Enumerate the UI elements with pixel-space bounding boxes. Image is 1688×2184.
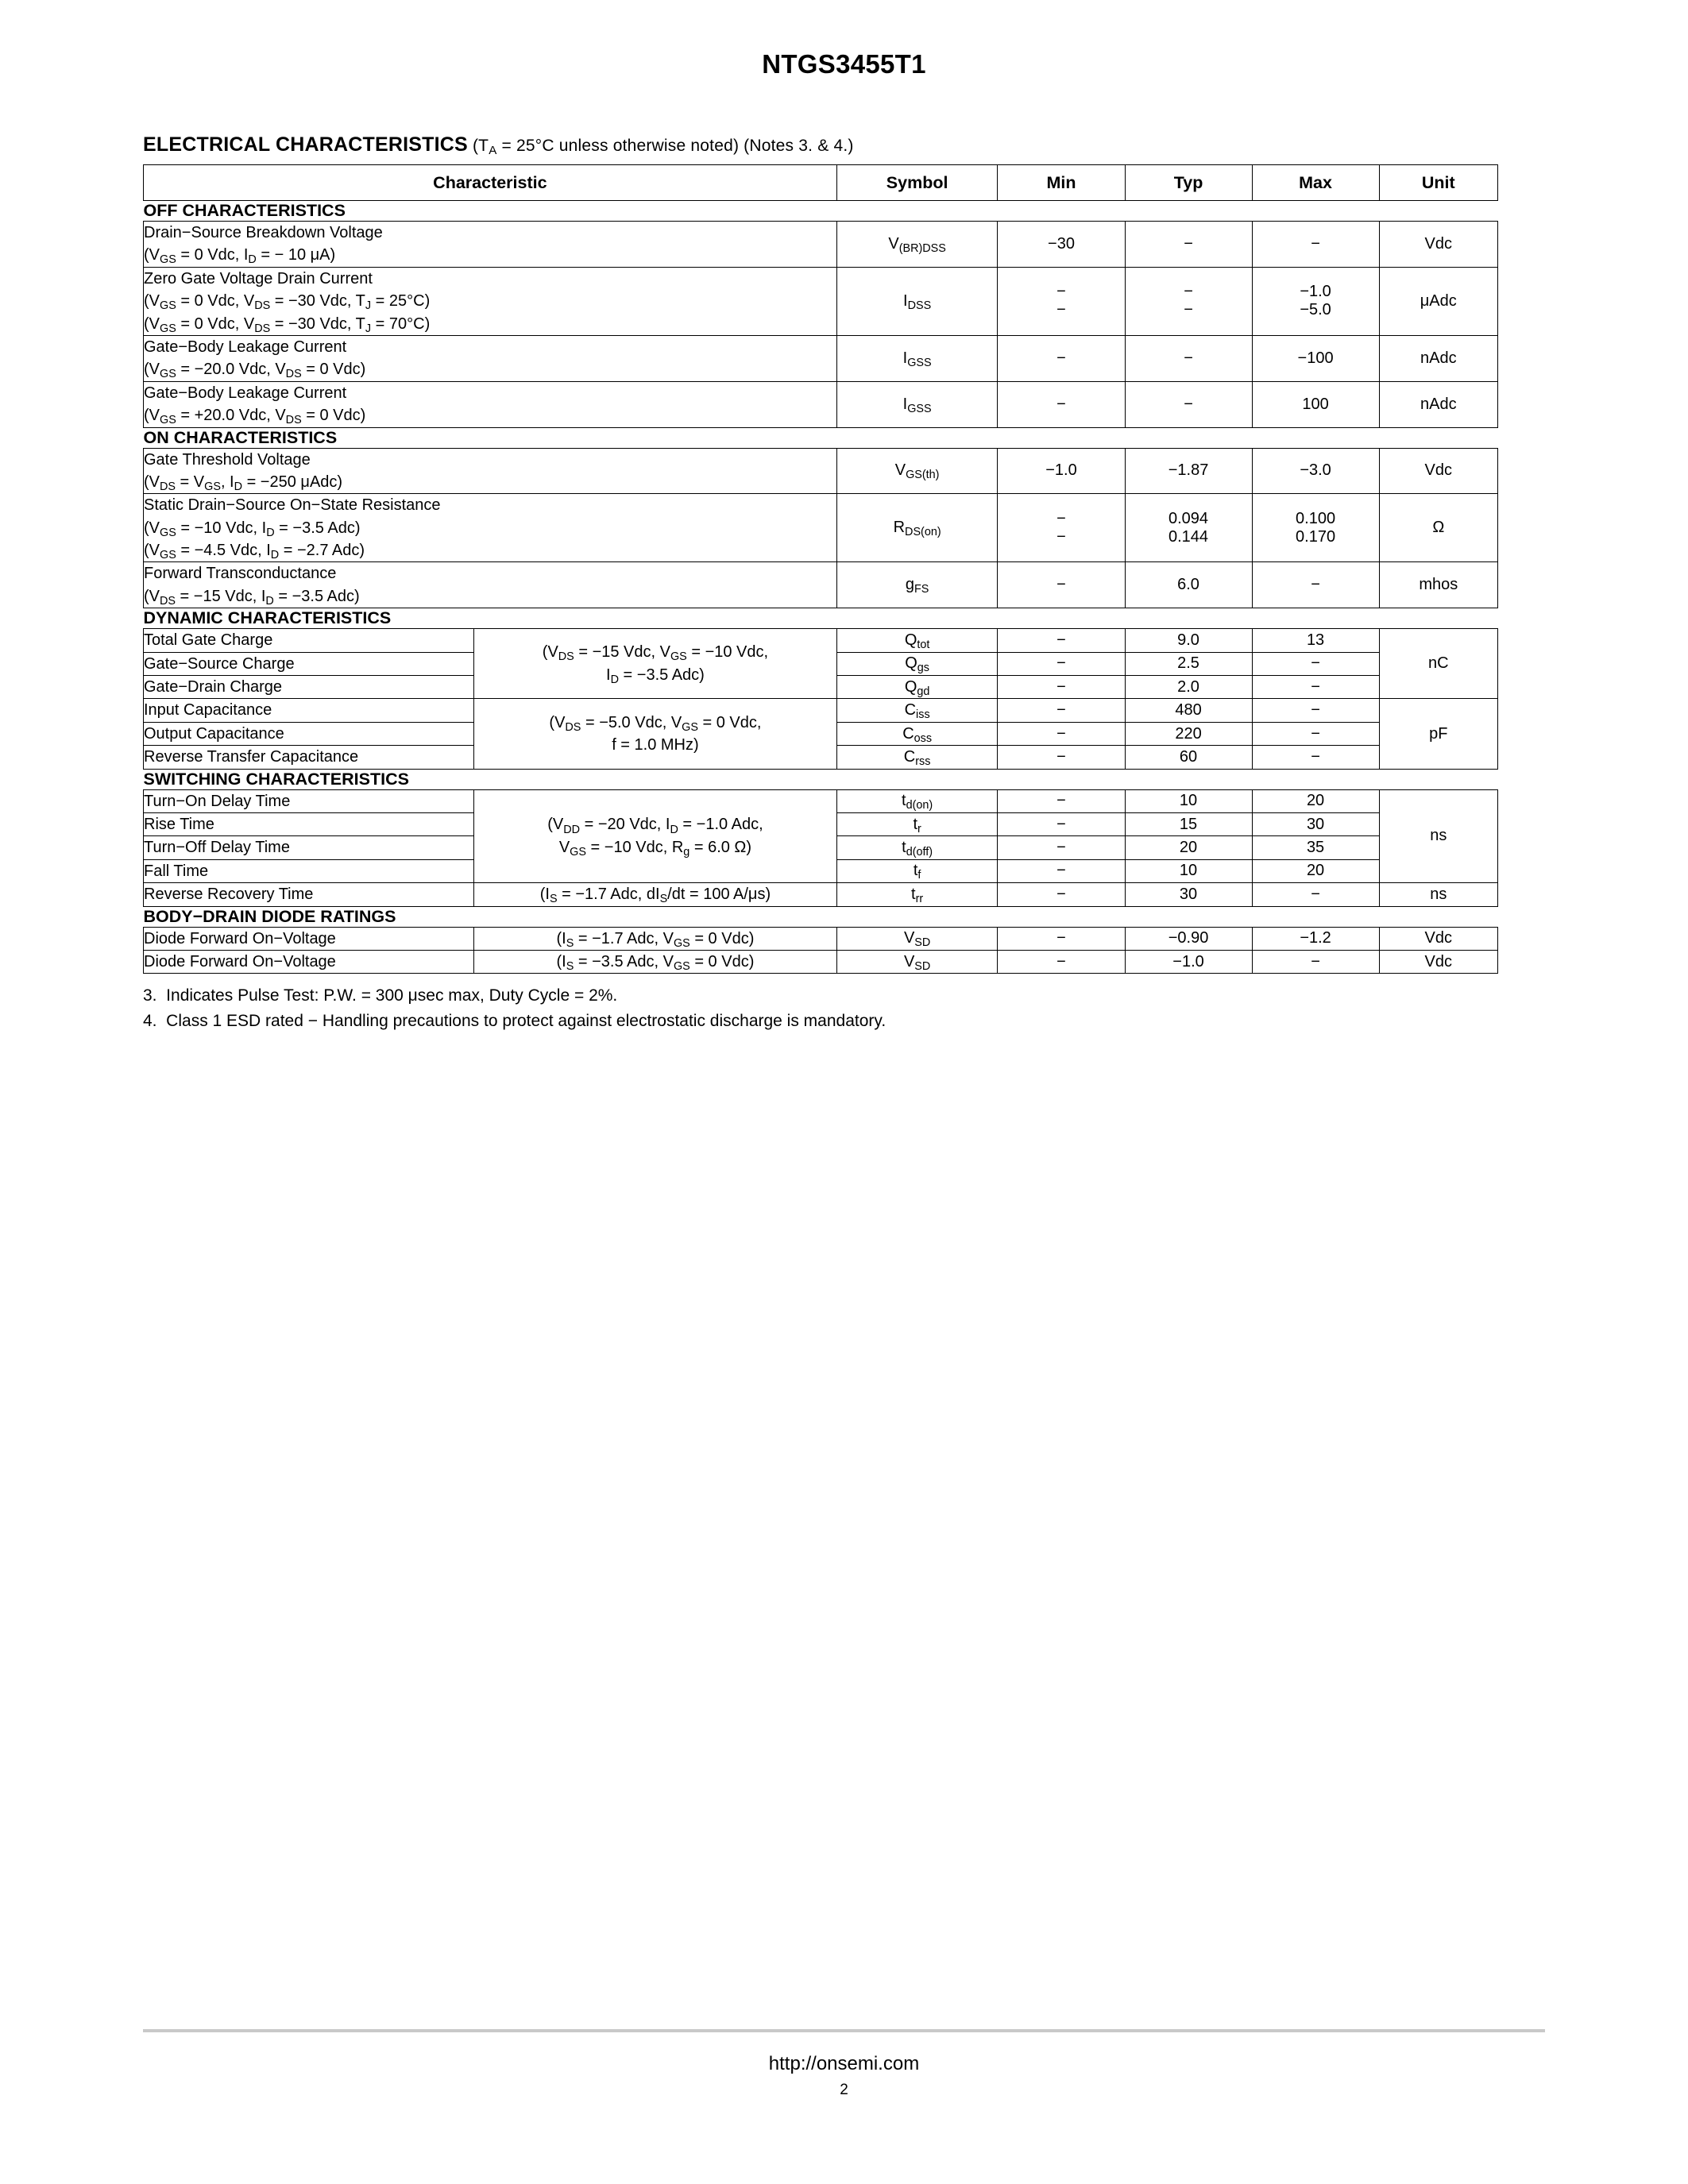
row-symbol: $Q_{gs}$ — [836, 652, 998, 675]
row-conditions: ($I_S = -3.5$ Adc, $V_{GS} = 0$ Vdc) — [474, 950, 837, 973]
row-typ: 6.0 — [1125, 562, 1252, 608]
page-number: 2 — [840, 2082, 848, 2098]
row-characteristic: Output Capacitance — [144, 722, 474, 745]
row-conditions: ($I_S = -1.7$ Adc, $dI_S/dt = 100$ A/μs) — [474, 883, 837, 906]
row-characteristic: Forward Transconductance ($V_{DS} = -15$ Vdc, $I_D = -3.5$ Adc) — [144, 562, 837, 608]
table-row — [144, 381, 1498, 427]
footnote-3: 3. Indicates Pulse Test: P.W. = 300 μsec max, Duty Cycle = 2%. — [143, 986, 618, 1005]
row-symbol: $t_f$ — [836, 859, 998, 882]
row-conditions: ($V_{DD} = -20$ Vdc, $I_D = -1.0$ Adc, $V_{GS} = -10$ Vdc, $R_g = 6.0$ Ω) — [474, 789, 837, 883]
row-min: − — [998, 812, 1125, 835]
row-min: − — [998, 859, 1125, 882]
row-conditions: ($I_S = -1.7$ Adc, $V_{GS} = 0$ Vdc) — [474, 927, 837, 950]
row-min: − — [998, 335, 1125, 381]
row-typ: 480 — [1125, 699, 1252, 722]
row-unit: nC — [1379, 629, 1497, 699]
table-row — [144, 927, 1498, 950]
row-characteristic: Turn−Off Delay Time — [144, 836, 474, 859]
row-max: −100 — [1252, 335, 1379, 381]
row-min: − — [998, 746, 1125, 769]
row-unit: μAdc — [1379, 267, 1497, 335]
section-conditions: ($T_A = 25^\circ C$ unless otherwise noted) (Notes 3. & 4.) — [467, 137, 854, 158]
row-typ: 10 — [1125, 789, 1252, 812]
row-typ: 20 — [1125, 836, 1252, 859]
row-typ: 10 — [1125, 859, 1252, 882]
row-max: 0.100 0.170 — [1252, 494, 1379, 562]
row-characteristic: Turn−On Delay Time — [144, 789, 474, 812]
row-symbol: $I_{DSS}$ — [836, 267, 998, 335]
row-min: − — [998, 629, 1125, 652]
row-typ: − — [1125, 222, 1252, 268]
row-characteristic: Input Capacitance — [144, 699, 474, 722]
row-characteristic: Fall Time — [144, 859, 474, 882]
row-symbol: $g_{FS}$ — [836, 562, 998, 608]
row-typ: −0.90 — [1125, 927, 1252, 950]
group-header-row — [144, 201, 1498, 222]
table-row — [144, 699, 1498, 722]
row-max: 13 — [1252, 629, 1379, 652]
electrical-characteristics-table — [143, 164, 1498, 974]
row-unit: Ω — [1379, 494, 1497, 562]
row-min: − − — [998, 494, 1125, 562]
row-symbol: $t_{rr}$ — [836, 883, 998, 906]
row-unit: Vdc — [1379, 222, 1497, 268]
row-characteristic: Reverse Transfer Capacitance — [144, 746, 474, 769]
row-max: − — [1252, 222, 1379, 268]
row-min: − — [998, 789, 1125, 812]
row-symbol: $t_{d(off)}$ — [836, 836, 998, 859]
row-symbol: $I_{GSS}$ — [836, 335, 998, 381]
row-min: − — [998, 381, 1125, 427]
group-header-row — [144, 769, 1498, 789]
row-typ: 9.0 — [1125, 629, 1252, 652]
row-typ: − — [1125, 335, 1252, 381]
row-typ: 2.5 — [1125, 652, 1252, 675]
row-characteristic: Gate−Drain Charge — [144, 676, 474, 699]
row-min: − — [998, 722, 1125, 745]
group-title-dynamic: DYNAMIC CHARACTERISTICS — [143, 608, 392, 628]
column-header-symbol: Symbol — [836, 165, 998, 201]
row-characteristic: Static Drain−Source On−State Resistance ($V_{GS} = -10$ Vdc, $I_D = -3.5$ Adc) ($V_{GS} = -4.5$ Vdc, $I_D = -2.7$ Adc) — [144, 494, 837, 562]
row-characteristic: Zero Gate Voltage Drain Current ($V_{GS} = 0$ Vdc, $V_{DS} = -30$ Vdc, $T_J = 25^\circ C$) ($V_{GS} = 0$ Vdc, $V_{DS} = -30$ Vdc, $T_J = 70^\circ C$) — [144, 267, 837, 335]
row-unit: Vdc — [1379, 448, 1497, 494]
row-conditions: ($V_{DS} = -5.0$ Vdc, $V_{GS} = 0$ Vdc, f = 1.0 MHz) — [474, 699, 837, 769]
row-symbol: $R_{DS(on)}$ — [836, 494, 998, 562]
row-symbol: $Q_{tot}$ — [836, 629, 998, 652]
column-header-unit: Unit — [1379, 165, 1497, 201]
table-row — [144, 629, 1498, 652]
page-title: NTGS3455T1 — [762, 49, 926, 79]
row-max: − — [1252, 950, 1379, 973]
table-row — [144, 494, 1498, 562]
row-min: − — [998, 676, 1125, 699]
row-min: − — [998, 699, 1125, 722]
row-symbol: $C_{oss}$ — [836, 722, 998, 745]
group-title-switching: SWITCHING CHARACTERISTICS — [143, 769, 409, 789]
row-unit: nAdc — [1379, 381, 1497, 427]
row-symbol: $V_{GS(th)}$ — [836, 448, 998, 494]
row-symbol: $I_{GSS}$ — [836, 381, 998, 427]
row-symbol: $t_{d(on)}$ — [836, 789, 998, 812]
row-unit: Vdc — [1379, 950, 1497, 973]
row-max: − — [1252, 676, 1379, 699]
row-characteristic: Gate−Source Charge — [144, 652, 474, 675]
table-row — [144, 950, 1498, 973]
group-title-off: OFF CHARACTERISTICS — [143, 201, 346, 220]
table-row — [144, 789, 1498, 812]
row-characteristic: Reverse Recovery Time — [144, 883, 474, 906]
row-characteristic: Gate−Body Leakage Current ($V_{GS} = -20.0$ Vdc, $V_{DS} = 0$ Vdc) — [144, 335, 837, 381]
section-heading-text: ELECTRICAL CHARACTERISTICS — [143, 133, 468, 156]
row-symbol: $C_{rss}$ — [836, 746, 998, 769]
row-unit: Vdc — [1379, 927, 1497, 950]
table-row — [144, 883, 1498, 906]
group-header-row — [144, 608, 1498, 629]
row-symbol: $Q_{gd}$ — [836, 676, 998, 699]
row-max: −1.2 — [1252, 927, 1379, 950]
row-max: − — [1252, 562, 1379, 608]
row-characteristic: Drain−Source Breakdown Voltage ($V_{GS} = 0$ Vdc, $I_D$ = − 10 μA) — [144, 222, 837, 268]
row-min: − — [998, 883, 1125, 906]
row-characteristic: Rise Time — [144, 812, 474, 835]
table-row — [144, 448, 1498, 494]
footer-divider — [143, 2029, 1545, 2032]
footnote-4: 4. Class 1 ESD rated − Handling precautions to protect against electrostatic discharge is mandatory. — [143, 1011, 886, 1030]
row-max: −3.0 — [1252, 448, 1379, 494]
row-characteristic: Gate Threshold Voltage ($V_{DS} = V_{GS}$, $I_D = -250$ μAdc) — [144, 448, 837, 494]
row-max: 30 — [1252, 812, 1379, 835]
row-unit: mhos — [1379, 562, 1497, 608]
footnotes — [143, 983, 1545, 1033]
row-symbol: $t_r$ — [836, 812, 998, 835]
row-min: − — [998, 836, 1125, 859]
table-row — [144, 335, 1498, 381]
footer-url[interactable]: http://onsemi.com — [768, 2053, 920, 2074]
row-typ: 220 — [1125, 722, 1252, 745]
row-characteristic: Diode Forward On−Voltage — [144, 927, 474, 950]
group-header-row — [144, 427, 1498, 448]
row-max: − — [1252, 722, 1379, 745]
row-conditions: ($V_{DS} = -15$ Vdc, $V_{GS} = -10$ Vdc, $I_D = -3.5$ Adc) — [474, 629, 837, 699]
group-title-on: ON CHARACTERISTICS — [143, 427, 338, 447]
row-max: 20 — [1252, 789, 1379, 812]
row-typ: 30 — [1125, 883, 1252, 906]
row-typ: −1.0 — [1125, 950, 1252, 973]
row-characteristic: Gate−Body Leakage Current ($V_{GS} = +20.0$ Vdc, $V_{DS} = 0$ Vdc) — [144, 381, 837, 427]
row-max: −1.0 −5.0 — [1252, 267, 1379, 335]
row-max: − — [1252, 746, 1379, 769]
row-unit: nAdc — [1379, 335, 1497, 381]
row-unit: pF — [1379, 699, 1497, 769]
row-min: − − — [998, 267, 1125, 335]
page-footer — [0, 2053, 1688, 2099]
row-typ: 0.094 0.144 — [1125, 494, 1252, 562]
row-typ: 15 — [1125, 812, 1252, 835]
row-max: 100 — [1252, 381, 1379, 427]
row-unit: ns — [1379, 789, 1497, 883]
column-header-characteristic: Characteristic — [144, 165, 837, 201]
row-symbol: $C_{iss}$ — [836, 699, 998, 722]
row-max: − — [1252, 883, 1379, 906]
column-header-max: Max — [1252, 165, 1379, 201]
row-typ: − − — [1125, 267, 1252, 335]
row-max: 20 — [1252, 859, 1379, 882]
row-max: − — [1252, 652, 1379, 675]
group-header-row — [144, 906, 1498, 927]
row-characteristic: Diode Forward On−Voltage — [144, 950, 474, 973]
row-typ: − — [1125, 381, 1252, 427]
column-header-typ: Typ — [1125, 165, 1252, 201]
row-typ: 2.0 — [1125, 676, 1252, 699]
table-row — [144, 267, 1498, 335]
row-min: − — [998, 562, 1125, 608]
row-symbol: $V_{SD}$ — [836, 950, 998, 973]
table-row — [144, 222, 1498, 268]
section-heading — [143, 133, 1545, 156]
row-max: − — [1252, 699, 1379, 722]
row-typ: −1.87 — [1125, 448, 1252, 494]
row-symbol: $V_{SD}$ — [836, 927, 998, 950]
row-symbol: $V_{(BR)DSS}$ — [836, 222, 998, 268]
row-max: 35 — [1252, 836, 1379, 859]
row-min: − — [998, 950, 1125, 973]
group-title-body-drain: BODY−DRAIN DIODE RATINGS — [143, 906, 396, 926]
row-unit: ns — [1379, 883, 1497, 906]
row-min: −1.0 — [998, 448, 1125, 494]
row-min: −30 — [998, 222, 1125, 268]
table-header-row — [144, 165, 1498, 201]
row-min: − — [998, 652, 1125, 675]
row-characteristic: Total Gate Charge — [144, 629, 474, 652]
column-header-min: Min — [998, 165, 1125, 201]
row-min: − — [998, 927, 1125, 950]
table-row — [144, 562, 1498, 608]
row-typ: 60 — [1125, 746, 1252, 769]
